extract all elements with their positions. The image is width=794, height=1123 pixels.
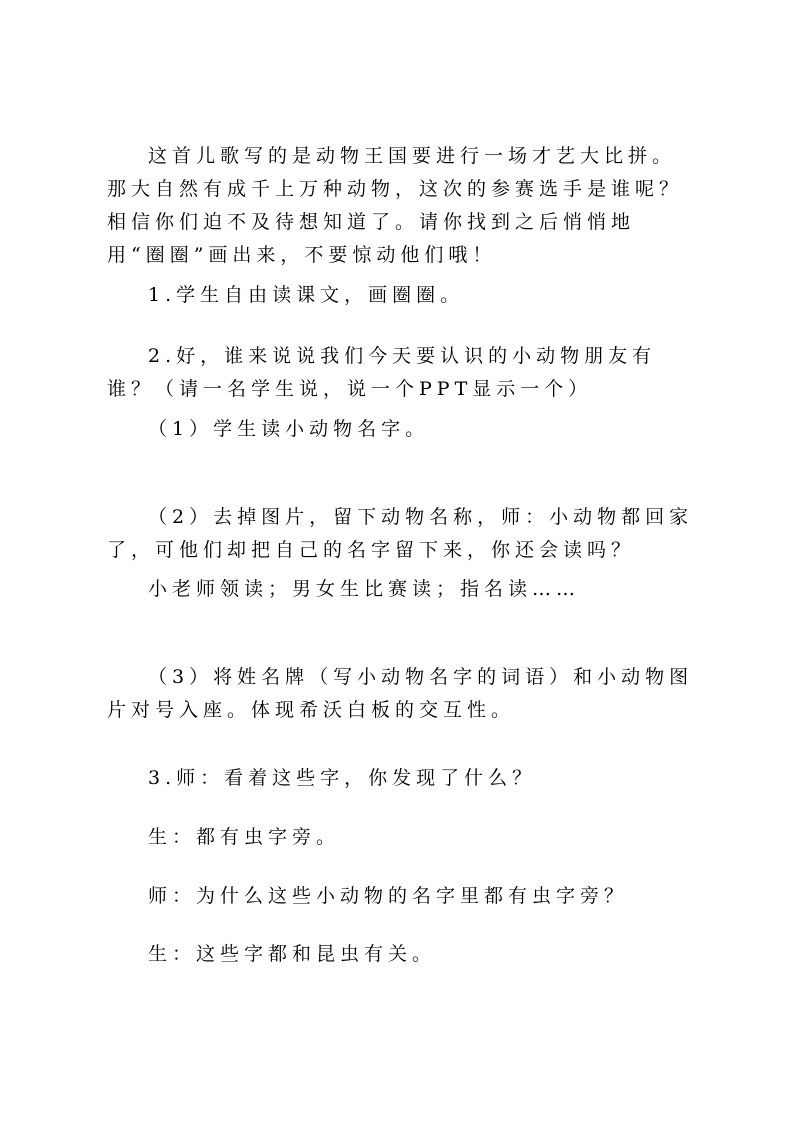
paragraph-student-answer-1: 生：都有虫字旁。 [148,826,341,848]
paragraph-student-answer-2: 生：这些字都和昆虫有关。 [148,943,437,965]
paragraph-intro: 这首儿歌写的是动物王国要进行一场才艺大比拼。那大自然有成千上万种动物，这次的参赛选手是谁呢？相信你们迫不及待想知道了。请你找到之后悄悄地用“圈圈”画出来，不要惊动他们哦！ [107,145,684,266]
paragraph-step-1: 1.学生自由读课文，画圈圈。 [148,284,465,306]
paragraph-substep-1: （1）学生读小动物名字。 [148,418,430,440]
paragraph-step-3: 3.师：看着这些字，你发现了什么？ [148,767,537,789]
paragraph-substep-2: （2）去掉图片，留下动物名称，师：小动物都回家了，可他们却把自己的名字留下来，你还会读吗？ [107,506,694,561]
paragraph-reading-methods: 小老师领读；男女生比赛读；指名读…… [148,578,581,600]
paragraph-step-2: 2.好，谁来说说我们今天要认识的小动物朋友有谁？（请一名学生说，说一个PPT显示一个） [107,345,657,400]
paragraph-teacher-question: 师：为什么这些小动物的名字里都有虫字旁？ [148,885,629,907]
paragraph-substep-3: （3）将姓名牌（写小动物名字的词语）和小动物图片对号入座。体现希沃白板的交互性。 [107,666,694,721]
